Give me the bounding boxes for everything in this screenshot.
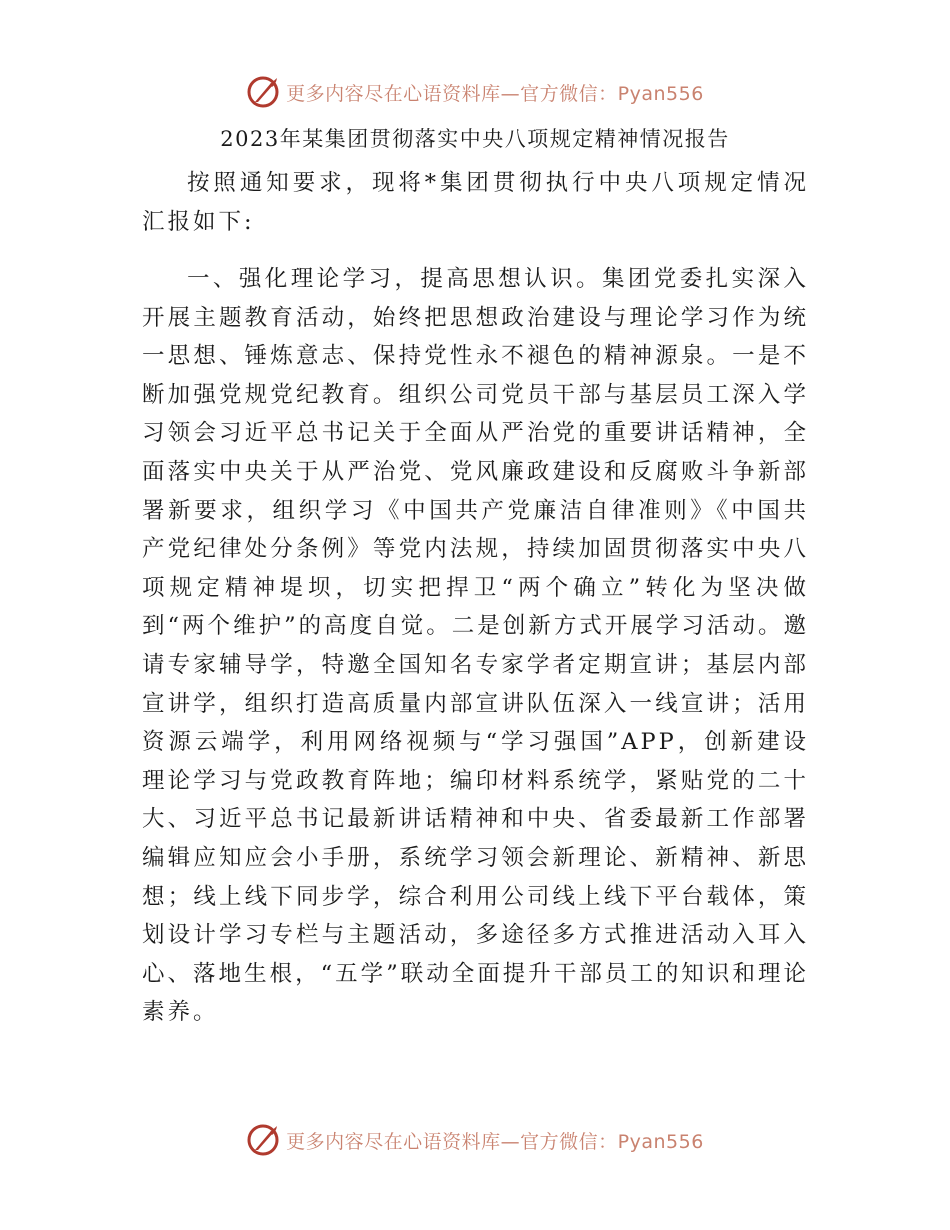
watermark-text: 更多内容尽在心语资料库—官方微信：Pyan556 xyxy=(286,82,704,105)
watermark-text: 更多内容尽在心语资料库—官方微信：Pyan556 xyxy=(286,1130,704,1153)
intro-block xyxy=(142,164,809,241)
intro-paragraph: 按照通知要求，现将*集团贯彻执行中央八项规定情况汇报如下: xyxy=(142,170,809,235)
watermark-footer xyxy=(0,1120,950,1160)
document-title: 2023年某集团贯彻落实中央八项规定精神情况报告 xyxy=(220,127,730,151)
watermark-header xyxy=(0,72,950,112)
quill-pen-logo-icon xyxy=(246,75,280,109)
section-one-paragraph: 一、强化理论学习，提高思想认识。集团党委扎实深入开展主题教育活动，始终把思想政治建设与理论学习作为统一思想、锤炼意志、保持党性永不褪色的精神源泉。一是不断加强党规党纪教育。组织公司党员干部与基层员工深入学习领会习近平总书记关于全面从严治党的重要讲话精神，全面落实中央关于从严治党、党风廉政建设和反腐败斗争新部署新要求，组织学习《中国共产党廉洁自律准则》《中国共产党纪律处分条例》等党内法规，持续加固贯彻落实中央八项规定精神堤坝，切实把捍卫“两个确立”转化为坚决做到“两个维护”的高度自觉。二是创新方式开展学习活动。邀请专家辅导学，特邀全国知名专家学者定期宣讲；基层内部宣讲学，组织打造高质量内部宣讲队伍深入一线宣讲；活用资源云端学，利用网络视频与“学习强国”APP，创新建设理论学习与党政教育阵地；编印材料系统学，紧贴党的二十大、习近平总书记最新讲话精神和中央、省委最新工作部署编辑应知应会小手册，系统学习领会新理论、新精神、新思想；线上线下同步学，综合利用公司线上线下平台载体，策划设计学习专栏与主题活动，多途径多方式推进活动入耳入心、落地生根，“五学”联动全面提升干部员工的知识和理论素养。 xyxy=(142,266,809,1026)
section-one-block xyxy=(142,260,809,1032)
quill-pen-logo-icon xyxy=(246,1123,280,1157)
